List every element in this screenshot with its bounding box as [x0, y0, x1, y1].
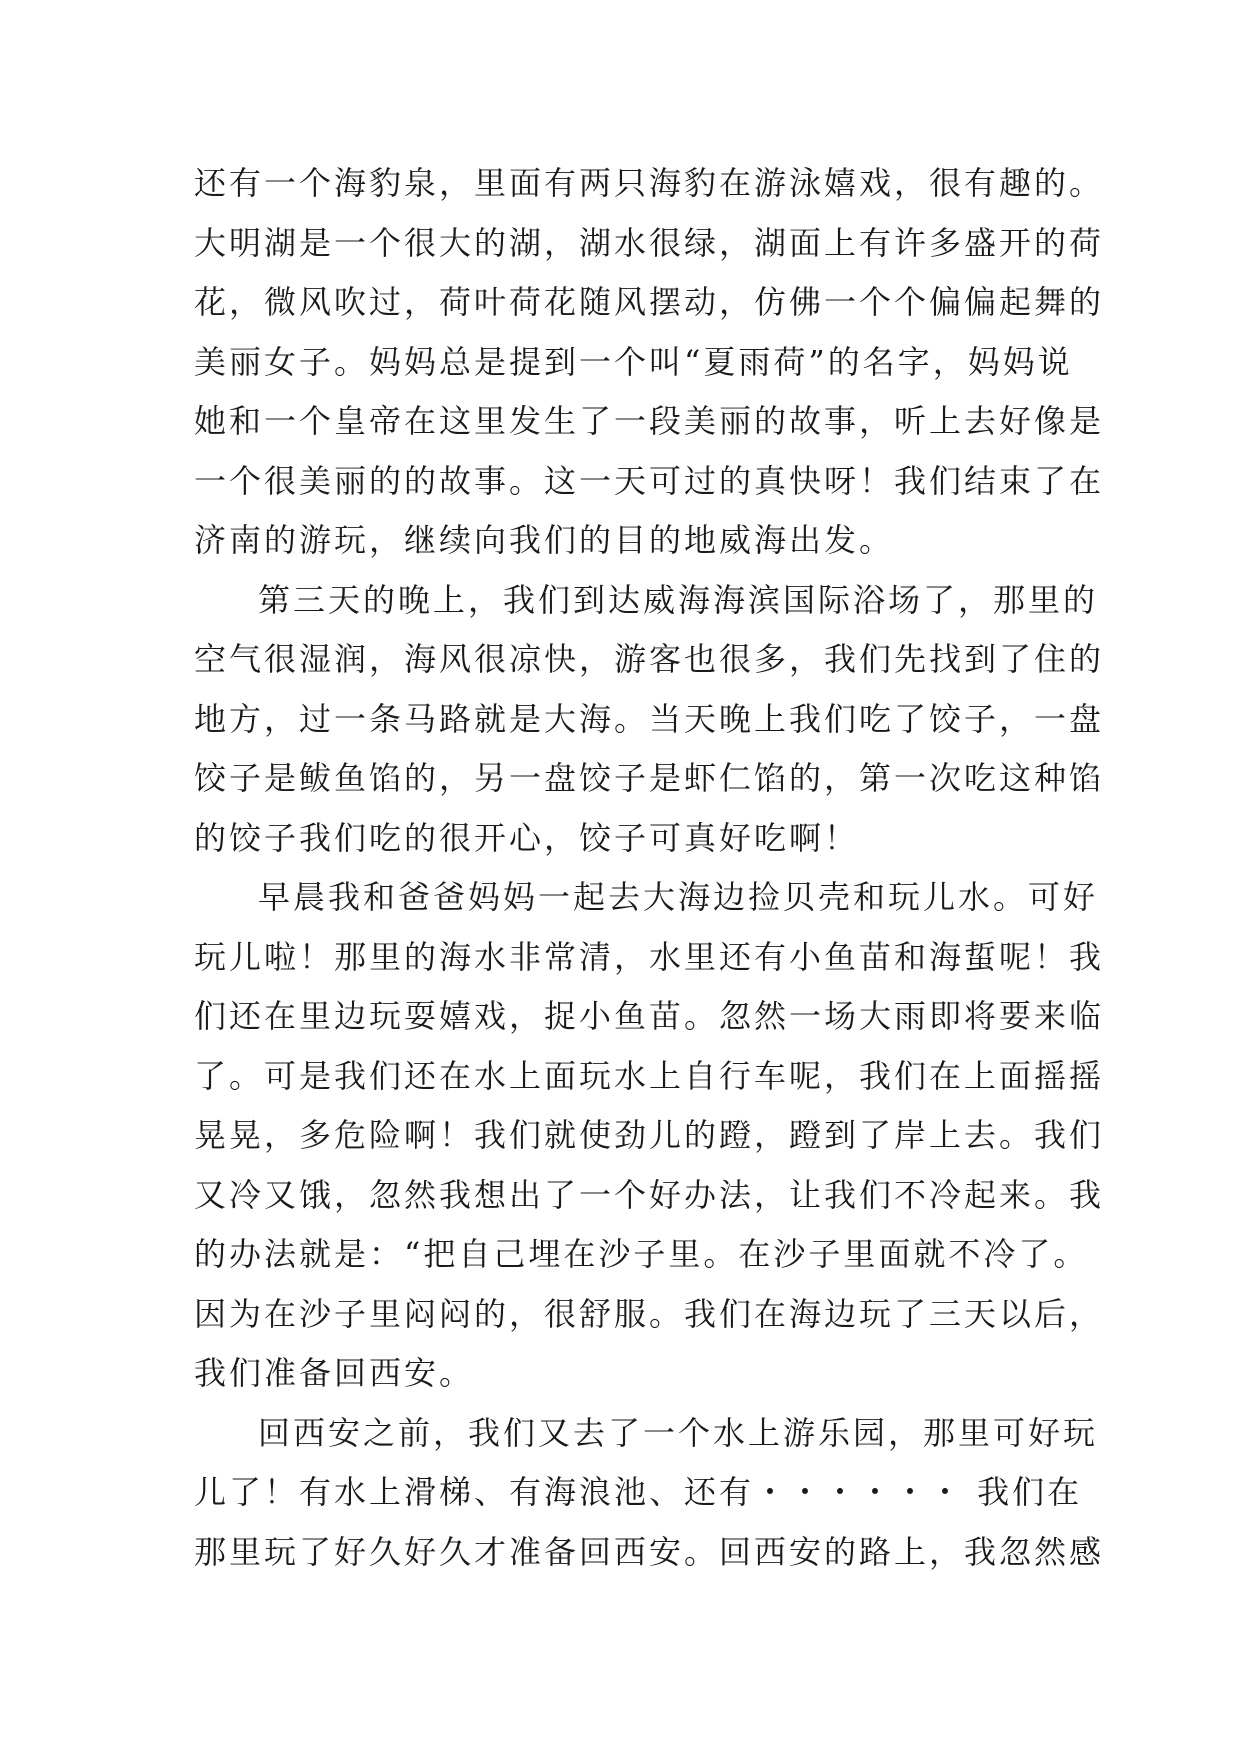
text-line: 玩儿啦！那里的海水非常清，水里还有小鱼苗和海蜇呢！我	[194, 937, 1105, 976]
paragraph-first-line: 早晨我和爸爸妈妈一起去大海边捡贝壳和玩儿水。可好	[258, 878, 1099, 916]
text-line: 因为在沙子里闷闷的，很舒服。我们在海边玩了三天以后，	[194, 1294, 1105, 1333]
text-line: 还有一个海豹泉，里面有两只海豹在游泳嬉戏，很有趣的。	[194, 164, 1105, 202]
paragraph-first-line: 第三天的晚上，我们到达威海海滨国际浴场了，那里的	[258, 580, 1099, 619]
text-line: 又冷又饿，忽然我想出了一个好办法，让我们不冷起来。我	[194, 1175, 1105, 1214]
paragraph-first-line: 回西安之前，我们又去了一个水上游乐园，那里可好玩	[258, 1413, 1099, 1452]
text-line: 她和一个皇帝在这里发生了一段美丽的故事，听上去好像是	[194, 402, 1105, 440]
text-line: 那里玩了好久好久才准备回西安。回西安的路上，我忽然感	[194, 1532, 1105, 1571]
text-line: 空气很湿润，海风很凉快，游客也很多，我们先找到了住的	[194, 640, 1105, 678]
text-line: 地方，过一条马路就是大海。当天晚上我们吃了饺子，一盘	[194, 699, 1105, 738]
text-line: 们还在里边玩耍嬉戏，捉小鱼苗。忽然一场大雨即将要来临	[194, 997, 1105, 1035]
text-line: 的饺子我们吃的很开心，饺子可真好吃啊！	[194, 818, 860, 857]
text-line: 我们准备回西安。	[194, 1354, 475, 1392]
text-line: 大明湖是一个很大的湖，湖水很绿，湖面上有许多盛开的荷	[194, 223, 1105, 262]
text-line: 一个很美丽的的故事。这一天可过的真快呀！我们结束了在	[194, 461, 1105, 500]
text-line: 美丽女子。妈妈总是提到一个叫“夏雨荷”的名字，妈妈说	[194, 342, 1073, 381]
text-line: 了。可是我们还在水上面玩水上自行车呢，我们在上面摇摇	[194, 1056, 1105, 1095]
text-line: 儿了！有水上滑梯、有海浪池、还有・・・・・・ 我们在	[194, 1473, 1083, 1511]
text-line: 饺子是鲅鱼馅的，另一盘饺子是虾仁馅的，第一次吃这种馅	[194, 759, 1105, 797]
text-line: 花，微风吹过，荷叶荷花随风摆动，仿佛一个个偏偏起舞的	[194, 283, 1105, 321]
text-line: 济南的游玩，继续向我们的目的地威海出发。	[194, 521, 895, 559]
text-line: 晃晃，多危险啊！我们就使劲儿的蹬，蹬到了岸上去。我们	[194, 1116, 1105, 1154]
document-body	[194, 154, 1105, 1582]
text-line: 的办法就是：“把自己埋在沙子里。在沙子里面就不冷了。	[194, 1235, 1089, 1273]
